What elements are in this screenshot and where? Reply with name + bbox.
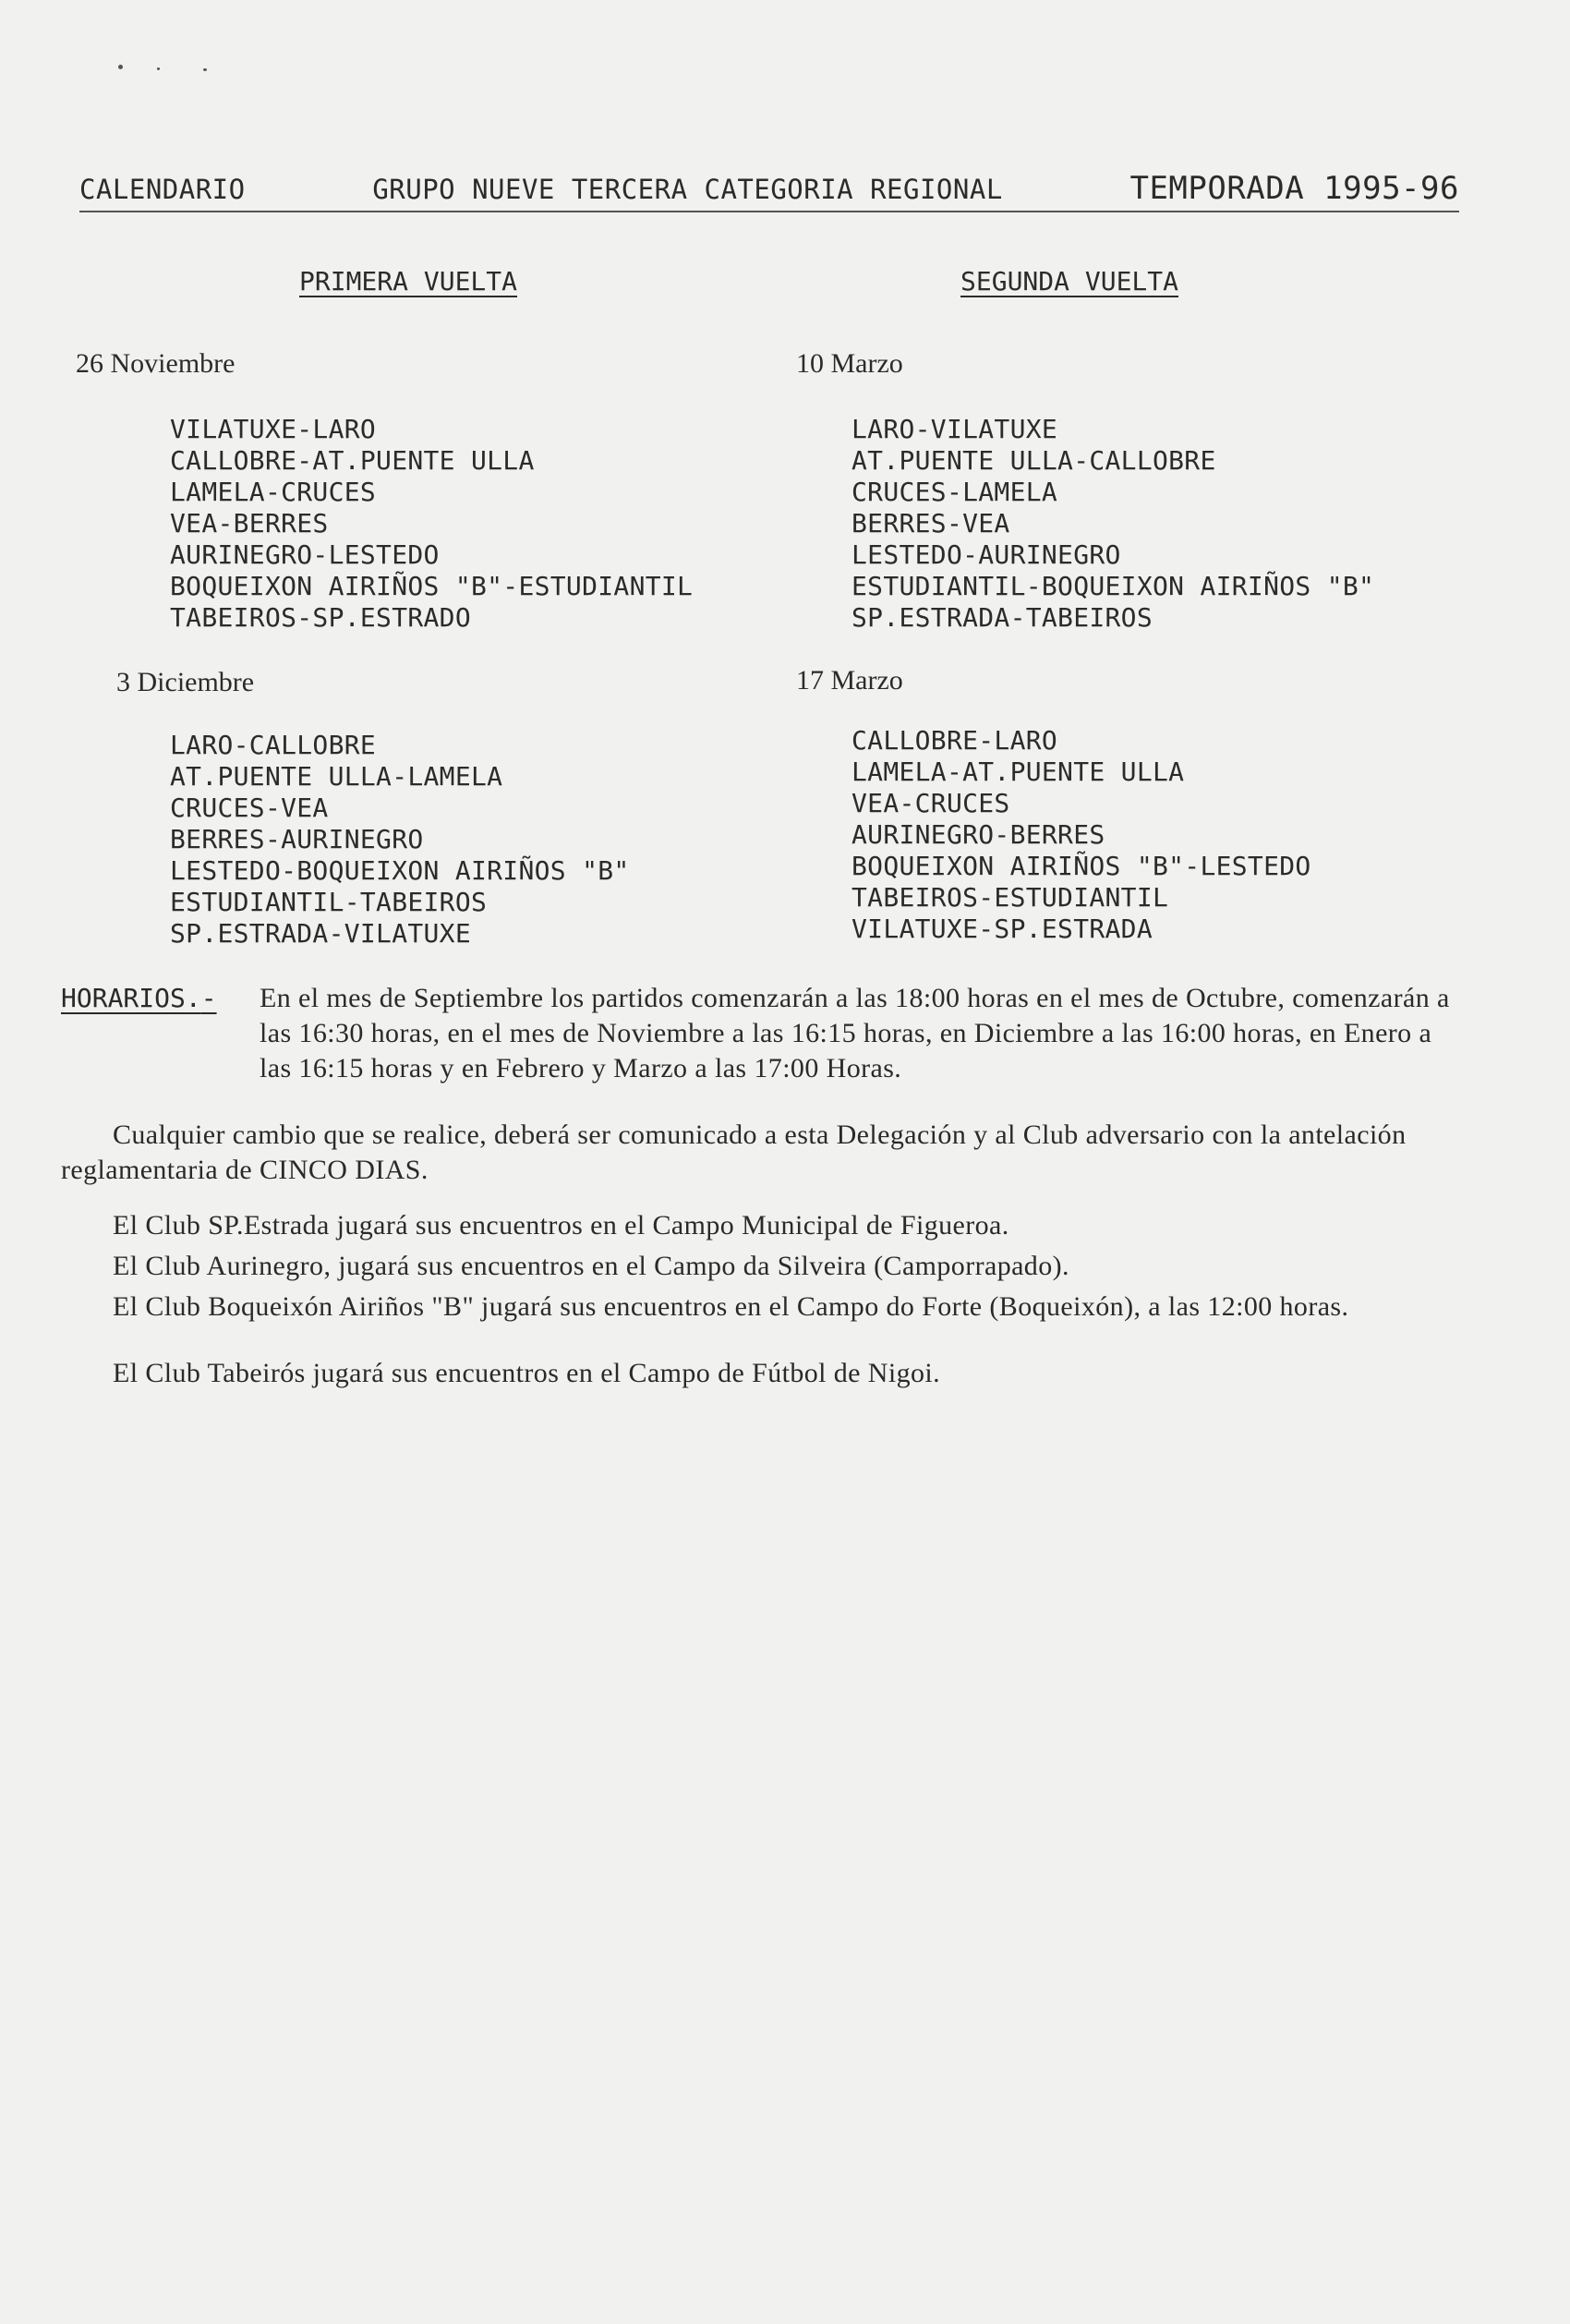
match-list bbox=[851, 725, 1311, 945]
header-calendar: CALENDARIO bbox=[79, 174, 246, 205]
match-list bbox=[170, 730, 630, 950]
document-header bbox=[79, 170, 1459, 212]
second-round-title: SEGUNDA VUELTA bbox=[960, 266, 1179, 297]
match-list bbox=[170, 414, 693, 634]
match: VILATUXE-SP.ESTRADA bbox=[851, 914, 1153, 944]
header-season: TEMPORADA 1995-96 bbox=[1129, 170, 1459, 207]
match: ESTUDIANTIL-BOQUEIXON AIRIÑOS "B" bbox=[851, 571, 1375, 601]
match: LAMELA-AT.PUENTE ULLA bbox=[851, 757, 1185, 787]
match: LESTEDO-BOQUEIXON AIRIÑOS "B" bbox=[170, 855, 630, 886]
boqueixon-venue: El Club Boqueixón Airiños "B" jugará sus encuentros en el Campo do Forte (Boqueixón), a las 12:00 horas. bbox=[113, 1291, 1349, 1322]
match: ESTUDIANTIL-TABEIROS bbox=[170, 887, 488, 917]
ink-speck bbox=[157, 67, 160, 70]
estrada-venue: El Club SP.Estrada jugará sus encuentros en el Campo Municipal de Figueroa. bbox=[113, 1210, 1009, 1241]
horarios-label bbox=[61, 981, 260, 1086]
notes-section bbox=[61, 981, 1465, 1391]
tabeiros-venue: El Club Tabeirós jugará sus encuentros en el Campo de Fútbol de Nigoi. bbox=[113, 1358, 941, 1388]
match: LESTEDO-AURINEGRO bbox=[851, 539, 1121, 570]
match: AT.PUENTE ULLA-LAMELA bbox=[170, 761, 503, 792]
match: CALLOBRE-LARO bbox=[851, 725, 1058, 756]
round-date: 26 Noviembre bbox=[76, 348, 236, 379]
match-list bbox=[851, 414, 1374, 634]
match: BERRES-VEA bbox=[851, 508, 1010, 539]
match: BOQUEIXON AIRIÑOS "B"-LESTEDO bbox=[851, 851, 1311, 881]
aurinegro-venue: El Club Aurinegro, jugará sus encuentros en el Campo da Silveira (Camporrapado). bbox=[113, 1251, 1069, 1281]
match: TABEIROS-SP.ESTRADO bbox=[170, 602, 471, 633]
schedule-paragraph bbox=[61, 981, 1465, 1086]
match: CRUCES-LAMELA bbox=[851, 477, 1058, 507]
match: AT.PUENTE ULLA-CALLOBRE bbox=[851, 445, 1216, 476]
match: VEA-BERRES bbox=[170, 508, 329, 539]
match: BOQUEIXON AIRIÑOS "B"-ESTUDIANTIL bbox=[170, 571, 694, 601]
match: AURINEGRO-BERRES bbox=[851, 819, 1105, 850]
match: CRUCES-VEA bbox=[170, 793, 329, 823]
round-date: 3 Diciembre bbox=[116, 667, 255, 697]
header-group: GRUPO NUEVE TERCERA CATEGORIA REGIONAL bbox=[372, 174, 1003, 205]
ink-speck bbox=[118, 65, 123, 69]
match: VILATUXE-LARO bbox=[170, 414, 377, 444]
ink-speck bbox=[203, 68, 207, 71]
horarios-dash: - bbox=[200, 983, 217, 1013]
round-date: 17 Marzo bbox=[796, 665, 903, 696]
match: TABEIROS-ESTUDIANTIL bbox=[851, 882, 1169, 913]
match: LARO-CALLOBRE bbox=[170, 730, 377, 760]
match: SP.ESTRADA-TABEIROS bbox=[851, 602, 1153, 633]
round-date: 10 Marzo bbox=[796, 348, 903, 379]
horarios-label-text: HORARIOS. bbox=[61, 983, 201, 1013]
change-notice: Cualquier cambio que se realice, deberá ser comunicado a esta Delegación y al Club adversario con la antelación reglamentaria de CINCO DIAS. bbox=[61, 1120, 1407, 1185]
match: VEA-CRUCES bbox=[851, 788, 1010, 818]
horarios-text: En el mes de Septiembre los partidos comenzarán a las 18:00 horas en el mes de Octubre, comenzarán a las 16:30 horas, en el mes de Noviembre a las 16:15 horas, en Diciembre a las 16:00 horas, en Enero a las 16:15 horas y en Febrero y Marzo a las 17:00 Horas. bbox=[260, 983, 1450, 1083]
match: BERRES-AURINEGRO bbox=[170, 824, 424, 854]
match: AURINEGRO-LESTEDO bbox=[170, 539, 440, 570]
first-round-title: PRIMERA VUELTA bbox=[299, 266, 518, 297]
match: LAMELA-CRUCES bbox=[170, 477, 377, 507]
match: CALLOBRE-AT.PUENTE ULLA bbox=[170, 445, 535, 476]
match: LARO-VILATUXE bbox=[851, 414, 1058, 444]
match: SP.ESTRADA-VILATUXE bbox=[170, 918, 471, 949]
